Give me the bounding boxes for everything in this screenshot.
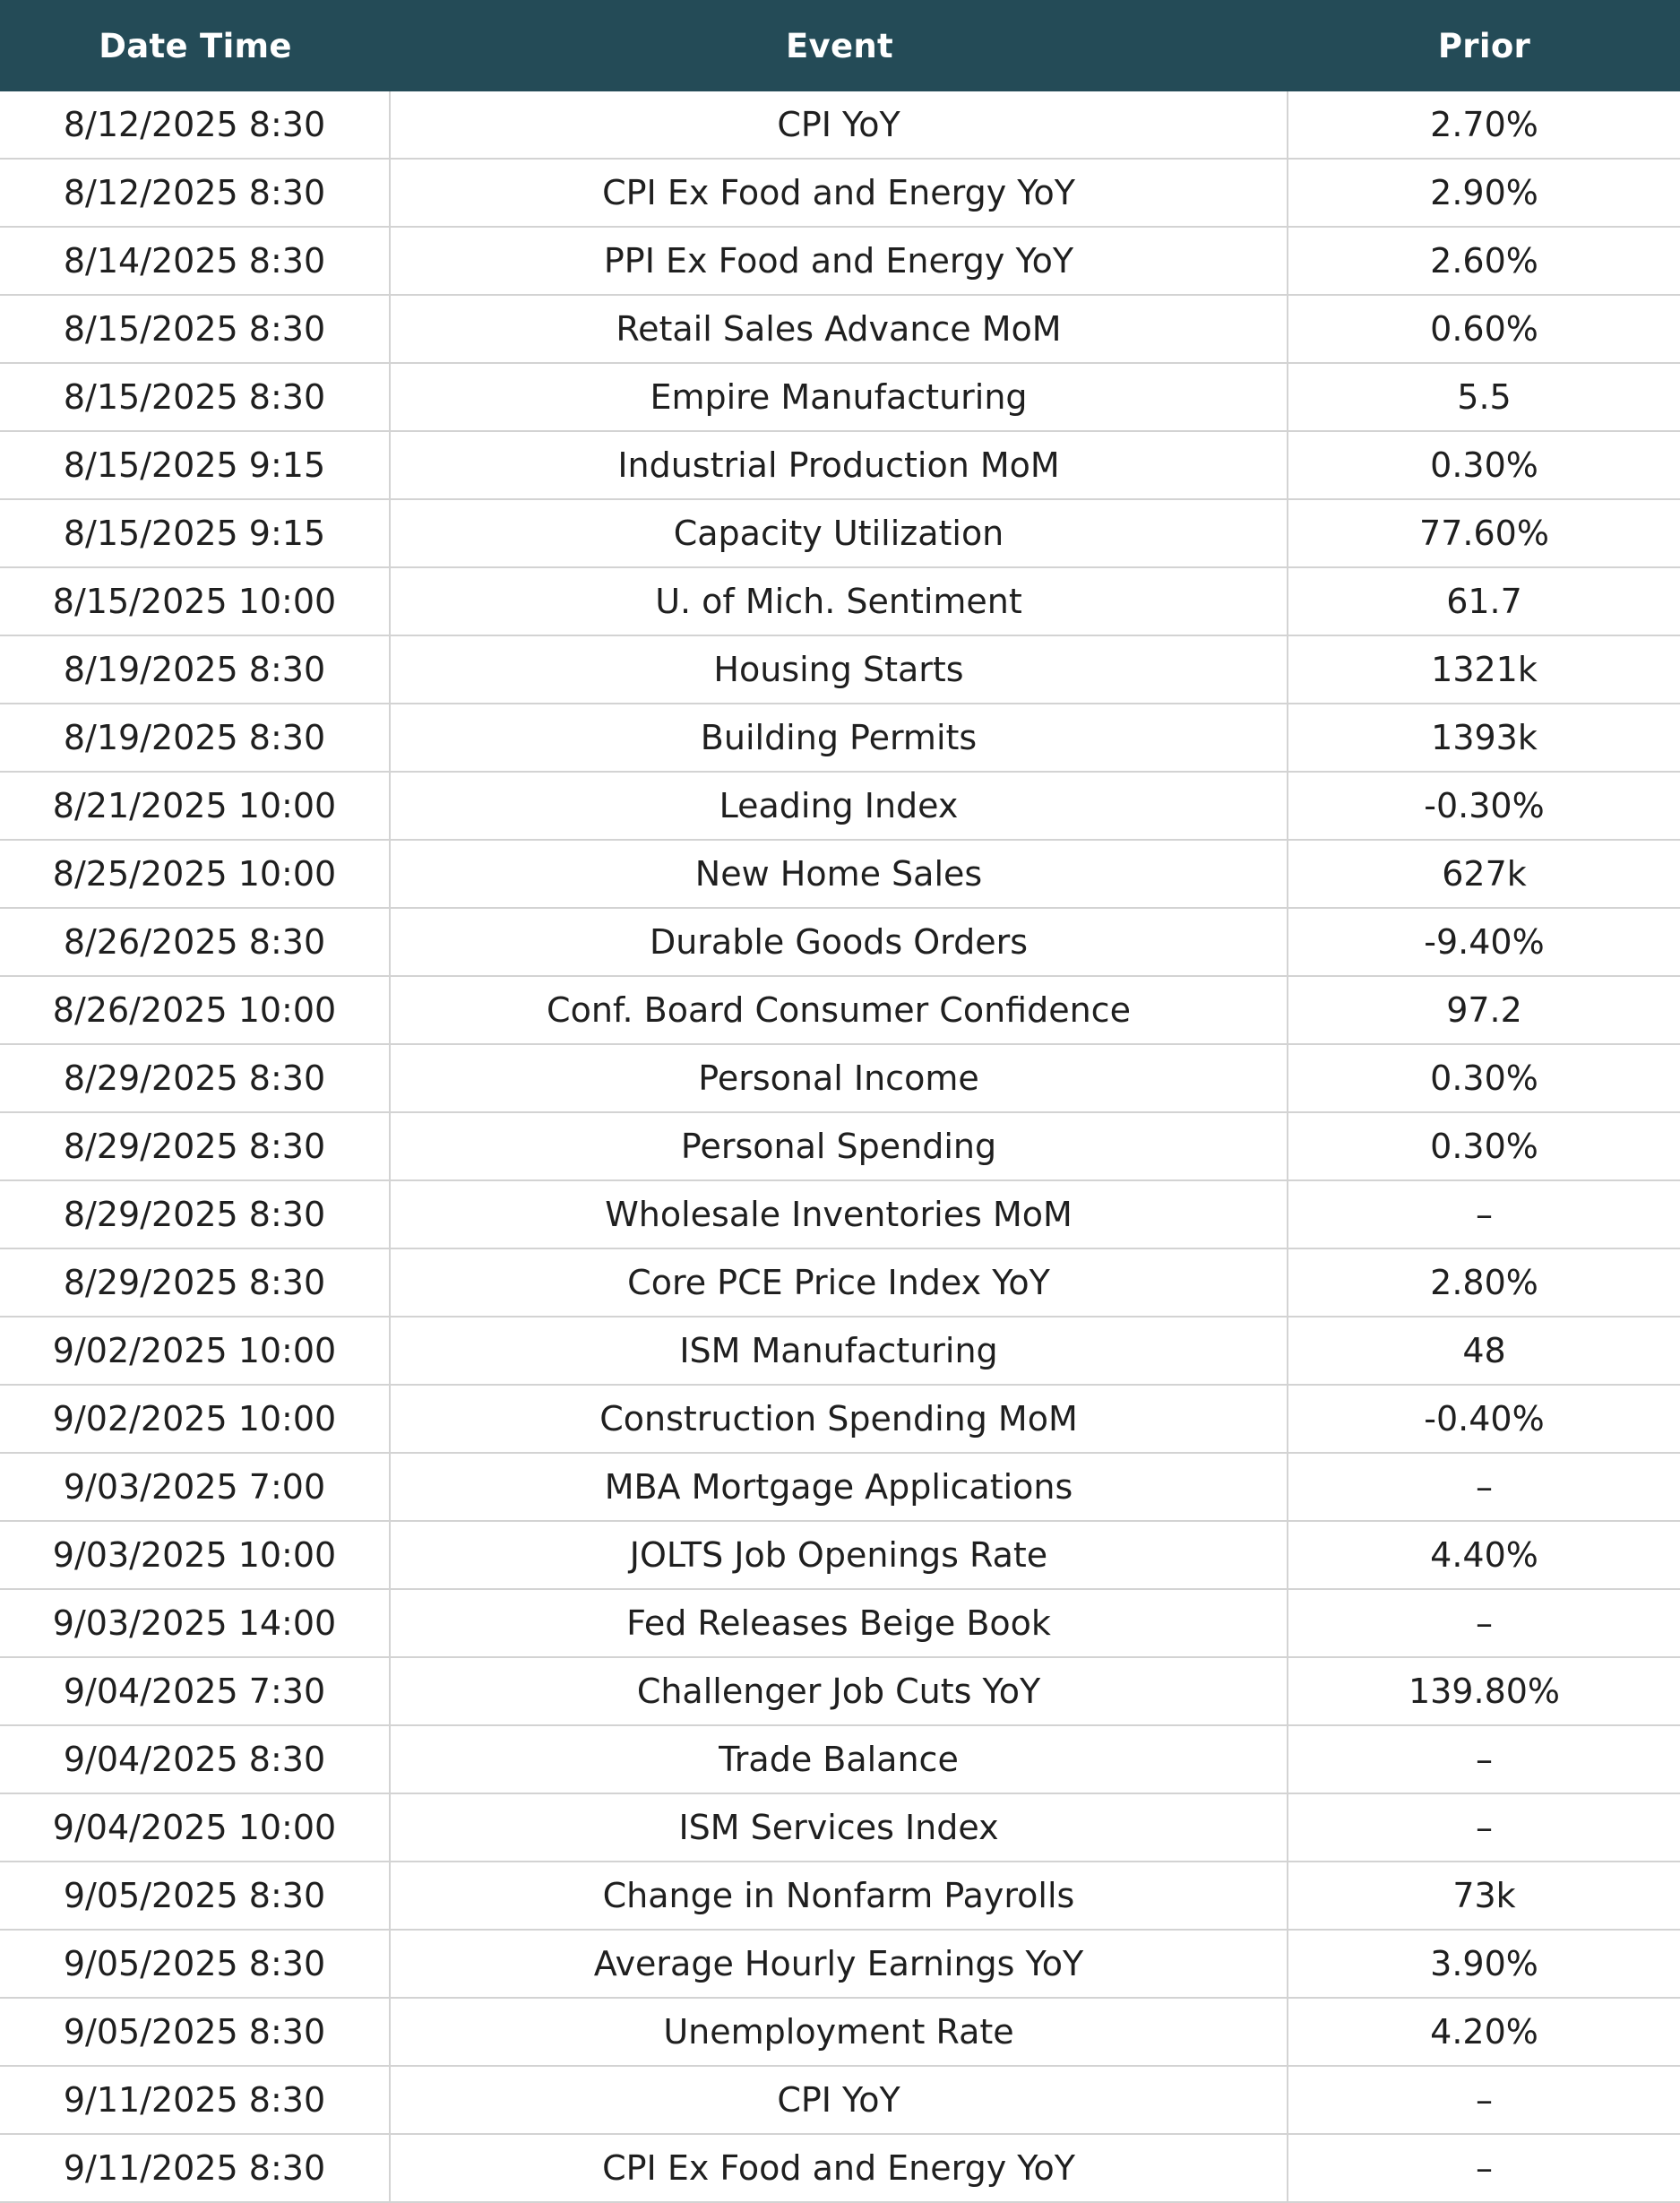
cell-prior: 139.80% bbox=[1408, 1672, 1561, 1711]
table-row bbox=[0, 160, 1680, 228]
cell-prior: -0.40% bbox=[1424, 1399, 1545, 1438]
cell-date-time: 8/29/2025 8:30 bbox=[0, 1045, 391, 1111]
cell-prior: – bbox=[1476, 1808, 1493, 1847]
cell-prior: – bbox=[1476, 2080, 1493, 2120]
table-row bbox=[0, 1386, 1680, 1454]
cell-date-time: 8/26/2025 10:00 bbox=[0, 977, 391, 1043]
table-row bbox=[0, 2135, 1680, 2203]
cell-date-time: 9/04/2025 7:30 bbox=[0, 1658, 391, 1724]
table-row bbox=[0, 364, 1680, 432]
cell-event: ISM Manufacturing bbox=[391, 1317, 1288, 1384]
table-row bbox=[0, 1249, 1680, 1317]
cell-prior: 1321k bbox=[1431, 650, 1538, 689]
cell-date-time: 9/05/2025 8:30 bbox=[0, 1862, 391, 1929]
table-header-row bbox=[0, 0, 1680, 91]
cell-event: Conf. Board Consumer Confidence bbox=[391, 977, 1288, 1043]
cell-prior: 5.5 bbox=[1457, 377, 1512, 417]
cell-prior: 2.70% bbox=[1430, 105, 1538, 144]
table-row bbox=[0, 1522, 1680, 1590]
cell-date-time: 8/14/2025 8:30 bbox=[0, 228, 391, 294]
cell-prior: 2.90% bbox=[1430, 173, 1538, 212]
table-row bbox=[0, 1454, 1680, 1522]
table-row bbox=[0, 1999, 1680, 2067]
cell-prior: 61.7 bbox=[1446, 582, 1522, 621]
cell-event: CPI Ex Food and Energy YoY bbox=[391, 2135, 1288, 2201]
cell-date-time: 8/15/2025 10:00 bbox=[0, 568, 391, 635]
cell-prior: 0.30% bbox=[1430, 445, 1538, 485]
table-row bbox=[0, 773, 1680, 841]
cell-event: Building Permits bbox=[391, 704, 1288, 771]
table-row bbox=[0, 2067, 1680, 2135]
cell-event: MBA Mortgage Applications bbox=[391, 1454, 1288, 1520]
cell-date-time: 9/02/2025 10:00 bbox=[0, 1317, 391, 1384]
cell-date-time: 9/05/2025 8:30 bbox=[0, 1999, 391, 2065]
column-header-prior: Prior bbox=[1437, 26, 1531, 65]
cell-prior: 2.60% bbox=[1430, 241, 1538, 281]
cell-date-time: 8/21/2025 10:00 bbox=[0, 773, 391, 839]
cell-date-time: 8/19/2025 8:30 bbox=[0, 704, 391, 771]
cell-event: ISM Services Index bbox=[391, 1794, 1288, 1861]
table-row bbox=[0, 1590, 1680, 1658]
cell-prior: – bbox=[1476, 1467, 1493, 1507]
cell-date-time: 8/29/2025 8:30 bbox=[0, 1249, 391, 1316]
cell-prior: 73k bbox=[1452, 1876, 1516, 1915]
cell-prior: 4.20% bbox=[1430, 2012, 1538, 2052]
table-row bbox=[0, 1045, 1680, 1113]
table-row bbox=[0, 91, 1680, 160]
table-row bbox=[0, 432, 1680, 500]
table-row bbox=[0, 704, 1680, 773]
cell-prior: – bbox=[1476, 2148, 1493, 2188]
cell-event: Trade Balance bbox=[391, 1726, 1288, 1793]
table-row bbox=[0, 1113, 1680, 1181]
cell-event: Challenger Job Cuts YoY bbox=[391, 1658, 1288, 1724]
cell-date-time: 8/15/2025 9:15 bbox=[0, 432, 391, 498]
cell-event: Leading Index bbox=[391, 773, 1288, 839]
cell-prior: 97.2 bbox=[1446, 990, 1522, 1030]
cell-date-time: 9/03/2025 14:00 bbox=[0, 1590, 391, 1656]
table-row bbox=[0, 1317, 1680, 1386]
table-row bbox=[0, 500, 1680, 568]
cell-date-time: 9/04/2025 8:30 bbox=[0, 1726, 391, 1793]
table-row bbox=[0, 909, 1680, 977]
cell-prior: 48 bbox=[1462, 1331, 1506, 1370]
cell-prior: 3.90% bbox=[1430, 1944, 1538, 1983]
table-row bbox=[0, 841, 1680, 909]
cell-event: New Home Sales bbox=[391, 841, 1288, 907]
cell-prior: 0.30% bbox=[1430, 1127, 1538, 1166]
table-body bbox=[0, 91, 1680, 2203]
cell-date-time: 8/19/2025 8:30 bbox=[0, 636, 391, 703]
table-row bbox=[0, 1181, 1680, 1249]
cell-prior: – bbox=[1476, 1603, 1493, 1643]
cell-date-time: 8/29/2025 8:30 bbox=[0, 1181, 391, 1248]
cell-date-time: 9/05/2025 8:30 bbox=[0, 1931, 391, 1997]
table-row bbox=[0, 1862, 1680, 1931]
cell-date-time: 8/15/2025 8:30 bbox=[0, 364, 391, 430]
cell-event: Fed Releases Beige Book bbox=[391, 1590, 1288, 1656]
cell-prior: 1393k bbox=[1431, 718, 1538, 757]
cell-date-time: 9/02/2025 10:00 bbox=[0, 1386, 391, 1452]
cell-event: Personal Spending bbox=[391, 1113, 1288, 1179]
cell-event: Retail Sales Advance MoM bbox=[391, 296, 1288, 362]
cell-event: U. of Mich. Sentiment bbox=[391, 568, 1288, 635]
cell-event: CPI YoY bbox=[391, 2067, 1288, 2133]
cell-event: Durable Goods Orders bbox=[391, 909, 1288, 975]
cell-date-time: 8/29/2025 8:30 bbox=[0, 1113, 391, 1179]
cell-event: Housing Starts bbox=[391, 636, 1288, 703]
cell-prior: 77.60% bbox=[1419, 514, 1549, 553]
table-row bbox=[0, 568, 1680, 636]
cell-date-time: 8/15/2025 8:30 bbox=[0, 296, 391, 362]
cell-prior: – bbox=[1476, 1740, 1493, 1779]
cell-event: JOLTS Job Openings Rate bbox=[391, 1522, 1288, 1588]
cell-date-time: 8/12/2025 8:30 bbox=[0, 160, 391, 226]
cell-prior: 0.30% bbox=[1430, 1058, 1538, 1098]
cell-prior: – bbox=[1476, 1195, 1493, 1234]
table-row bbox=[0, 228, 1680, 296]
column-header-date-time: Date Time bbox=[99, 26, 292, 65]
table-row bbox=[0, 1658, 1680, 1726]
column-header-event: Event bbox=[785, 26, 893, 65]
cell-prior: 627k bbox=[1442, 854, 1527, 894]
cell-event: PPI Ex Food and Energy YoY bbox=[391, 228, 1288, 294]
table-row bbox=[0, 977, 1680, 1045]
cell-prior: 4.40% bbox=[1430, 1535, 1538, 1575]
cell-event: Empire Manufacturing bbox=[391, 364, 1288, 430]
table-row bbox=[0, 636, 1680, 704]
table-row bbox=[0, 1794, 1680, 1862]
cell-event: CPI YoY bbox=[391, 91, 1288, 158]
cell-event: Capacity Utilization bbox=[391, 500, 1288, 566]
cell-event: Wholesale Inventories MoM bbox=[391, 1181, 1288, 1248]
cell-event: Unemployment Rate bbox=[391, 1999, 1288, 2065]
cell-date-time: 9/03/2025 7:00 bbox=[0, 1454, 391, 1520]
cell-date-time: 8/15/2025 9:15 bbox=[0, 500, 391, 566]
cell-prior: 0.60% bbox=[1430, 309, 1538, 349]
cell-event: Construction Spending MoM bbox=[391, 1386, 1288, 1452]
cell-event: Industrial Production MoM bbox=[391, 432, 1288, 498]
cell-date-time: 8/12/2025 8:30 bbox=[0, 91, 391, 158]
cell-event: Average Hourly Earnings YoY bbox=[391, 1931, 1288, 1997]
cell-prior: -0.30% bbox=[1424, 786, 1545, 825]
cell-date-time: 8/26/2025 8:30 bbox=[0, 909, 391, 975]
cell-prior: -9.40% bbox=[1424, 922, 1545, 962]
cell-date-time: 9/03/2025 10:00 bbox=[0, 1522, 391, 1588]
cell-date-time: 8/25/2025 10:00 bbox=[0, 841, 391, 907]
cell-date-time: 9/04/2025 10:00 bbox=[0, 1794, 391, 1861]
cell-date-time: 9/11/2025 8:30 bbox=[0, 2067, 391, 2133]
cell-event: CPI Ex Food and Energy YoY bbox=[391, 160, 1288, 226]
cell-prior: 2.80% bbox=[1430, 1263, 1538, 1302]
table-row bbox=[0, 1931, 1680, 1999]
table-row bbox=[0, 296, 1680, 364]
cell-event: Core PCE Price Index YoY bbox=[391, 1249, 1288, 1316]
cell-date-time: 9/11/2025 8:30 bbox=[0, 2135, 391, 2201]
cell-event: Change in Nonfarm Payrolls bbox=[391, 1862, 1288, 1929]
cell-event: Personal Income bbox=[391, 1045, 1288, 1111]
table-row bbox=[0, 1726, 1680, 1794]
